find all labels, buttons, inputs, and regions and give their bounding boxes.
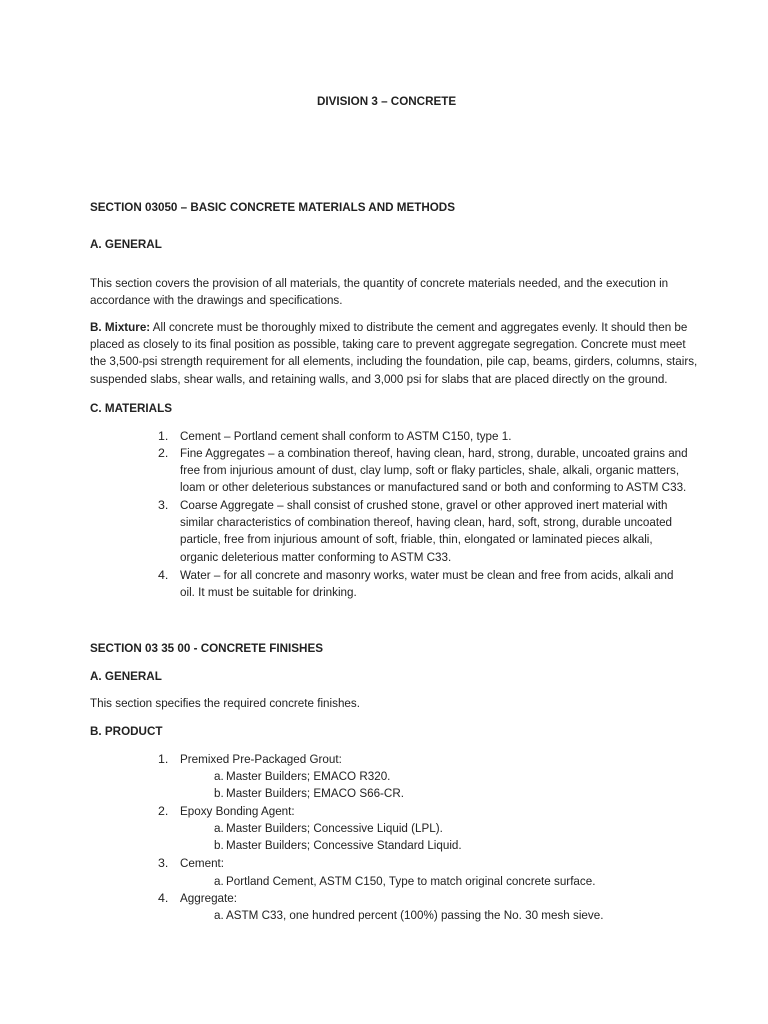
sub-item: Portland Cement, ASTM C150, Type to match original concrete surface.: [226, 874, 596, 888]
sub-item: Master Builders; EMACO S66-CR.: [226, 786, 404, 800]
list-item-label: Aggregate:: [180, 891, 237, 905]
sub-letter: b.: [214, 786, 224, 800]
general-paragraph: [90, 275, 710, 309]
sub-item: Master Builders; EMACO R320.: [226, 769, 391, 783]
general-paragraph: This section specifies the required concrete finishes.: [90, 696, 360, 710]
list-number: 4.: [158, 568, 169, 582]
list-number: 3.: [158, 498, 169, 512]
list-number: 2.: [158, 446, 169, 460]
list-item-line: Cement – Portland cement shall conform to ASTM C150, type 1.: [180, 429, 512, 443]
section-heading: SECTION 03050 – BASIC CONCRETE MATERIALS AND METHODS: [90, 200, 455, 214]
subsection-heading: C. MATERIALS: [90, 401, 172, 415]
list-item-line: loam or other deleterious substances or manufactured sand or both and conforming to ASTM C33.: [180, 480, 687, 495]
sub-letter: a.: [214, 874, 224, 888]
mixture-paragraph: [90, 319, 710, 388]
paragraph-line: suspended slabs, shear walls, and retaining walls, and 3,000 psi for slabs that are placed directly on the ground.: [90, 371, 668, 386]
list-number: 1.: [158, 429, 169, 443]
list-item-label: Cement:: [180, 856, 225, 870]
list-item-line: particle, free from injurious amount of soft, friable, thin, elongated or laminated pieces alkali,: [180, 532, 653, 547]
section-heading: SECTION 03 35 00 - CONCRETE FINISHES: [90, 641, 324, 655]
paragraph-line: placed as closely to its final position as possible, taking care to prevent aggregate segregation. Concrete must meet: [90, 337, 686, 352]
sub-letter: a.: [214, 908, 224, 922]
paragraph-line: [90, 319, 688, 336]
list-item-line: free from injurious amount of dust, clay lump, soft or flaky particles, shale, alkali, organic matters,: [180, 463, 680, 478]
sub-item: ASTM C33, one hundred percent (100%) passing the No. 30 mesh sieve.: [226, 908, 604, 922]
list-item: [180, 428, 533, 445]
list-item-label: Epoxy Bonding Agent:: [180, 804, 295, 818]
list-number: 4.: [158, 891, 169, 905]
list-item-line: Fine Aggregates – a combination thereof, having clean, hard, strong, durable, uncoated grains and: [180, 446, 688, 460]
list-item: [180, 567, 705, 601]
list-item-line: oil. It must be suitable for drinking.: [180, 585, 357, 600]
list-item: [180, 445, 720, 497]
sub-item: Master Builders; Concessive Standard Liquid.: [226, 838, 462, 852]
mixture-label: B. Mixture:: [90, 320, 151, 334]
paragraph-line: the 3,500-psi strength requirement for all elements, including the foundation, pile cap, beams, girders, columns, stairs,: [90, 354, 698, 369]
subsection-heading: A. GENERAL: [90, 237, 162, 251]
sub-letter: a.: [214, 769, 224, 783]
list-item-line: Water – for all concrete and masonry works, water must be clean and free from acids, alkali and: [180, 568, 674, 582]
division-title: DIVISION 3 – CONCRETE: [317, 94, 457, 108]
mixture-text: All concrete must be thoroughly mixed to distribute the cement and aggregates evenly. It should then be: [150, 320, 688, 334]
sub-letter: b.: [214, 838, 224, 852]
paragraph-line: This section covers the provision of all materials, the quantity of concrete materials needed, and the execution in: [90, 276, 669, 290]
list-number: 3.: [158, 856, 169, 870]
subsection-heading: A. GENERAL: [90, 669, 162, 683]
list-item-line: organic deleterious matter conforming to ASTM C33.: [180, 549, 452, 564]
subsection-heading: B. PRODUCT: [90, 724, 163, 738]
list-number: 1.: [158, 752, 169, 766]
list-number: 2.: [158, 804, 169, 818]
list-item: [180, 497, 703, 566]
sub-item: Master Builders; Concessive Liquid (LPL).: [226, 821, 443, 835]
list-item-line: similar characteristics of combination thereof, having clean, hard, soft, strong, durable uncoated: [180, 515, 673, 530]
sub-letter: a.: [214, 821, 224, 835]
list-item-line: Coarse Aggregate – shall consist of crushed stone, gravel or other approved inert material with: [180, 498, 668, 512]
paragraph-line: accordance with the drawings and specifications.: [90, 293, 343, 308]
list-item-label: Premixed Pre-Packaged Grout:: [180, 752, 342, 766]
